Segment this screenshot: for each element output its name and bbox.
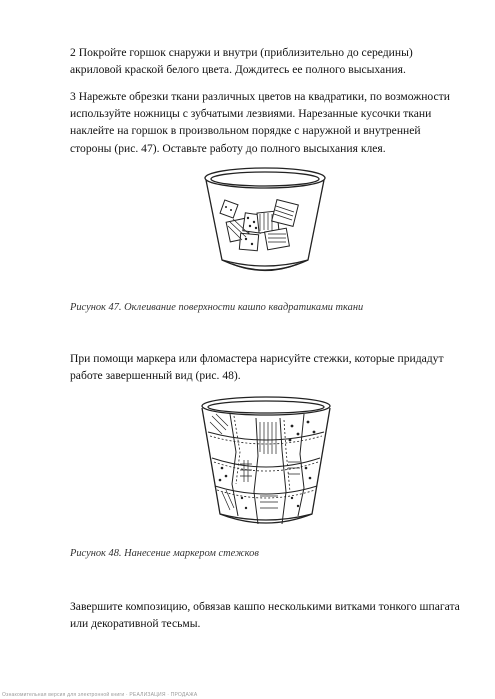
- figure-48-caption: Рисунок 48. Нанесение маркером стежков: [70, 548, 259, 559]
- footer-watermark: Ознакомительная версия для электронной книги · РЕАЛИЗАЦИЯ · ПРОДАЖА: [2, 692, 198, 698]
- paragraph-step-3: 3 Нарежьте обрезки ткани различных цветов на квадратики, по возможности используйте ножницы с зубчатыми лезвиями. Нарезанные кусочки ткани наклейте на горшок в произвольном порядке с наружной и внутренней стороны (рис. 47). Оставьте работу до полного высыхания клея.: [70, 90, 450, 155]
- pot-stitched-patchwork-drawing: [196, 392, 336, 534]
- figure-47-caption: Рисунок 47. Оклеивание поверхности кашпо квадратиками ткани: [70, 302, 364, 313]
- figure-47-pot-illustration: [200, 162, 330, 282]
- paragraph-step-2: 2 Покройте горшок снаружи и внутри (приблизительно до середины) акриловой краской белого цвета. Дождитесь ее полного высыхания.: [70, 46, 413, 77]
- paragraph-stitches: При помощи маркера или фломастера нарисуйте стежки, которые придадут работе завершенный вид (рис. 48).: [70, 352, 444, 383]
- figure-48-pot-illustration: [196, 392, 336, 534]
- pot-fabric-squares-drawing: [200, 162, 330, 282]
- paragraph-finish: Завершите композицию, обвязав кашпо несколькими витками тонкого шпагата или декоративной тесьмы.: [70, 600, 460, 631]
